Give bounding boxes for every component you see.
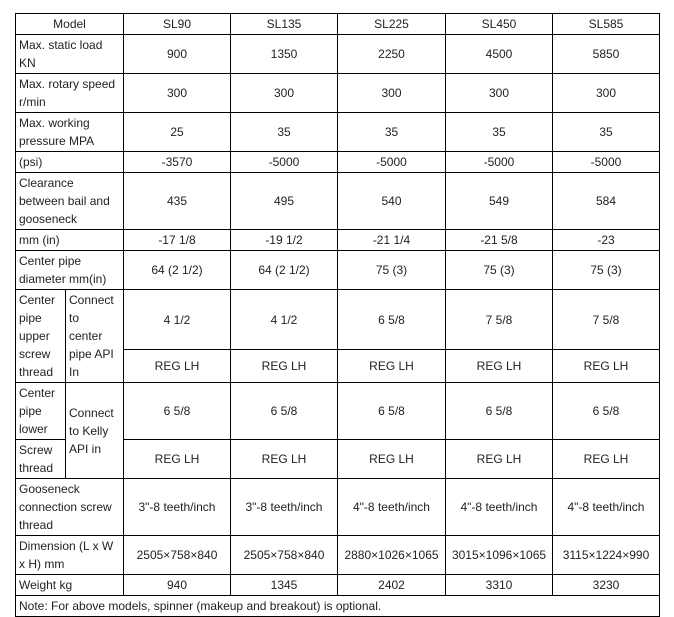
table-row (16, 35, 660, 74)
value-cell: -5000 (446, 152, 553, 173)
table-row (16, 383, 660, 440)
row-label-gooseneck_thread: Gooseneck connection screw thread (16, 479, 124, 536)
value-cell: 35 (446, 113, 553, 152)
value-cell: REG LH (446, 440, 553, 479)
value-cell: 300 (446, 74, 553, 113)
row-label-lower-c: Screw thread (16, 440, 66, 479)
value-cell: 584 (553, 173, 660, 230)
value-cell: 1350 (231, 35, 338, 74)
value-cell: 3"-8 teeth/inch (124, 479, 231, 536)
table-row (16, 14, 660, 35)
value-cell: 2505×758×840 (124, 536, 231, 575)
value-cell: -5000 (338, 152, 446, 173)
value-cell: 25 (124, 113, 231, 152)
value-cell: 300 (231, 74, 338, 113)
value-cell: 549 (446, 173, 553, 230)
value-cell: -17 1/8 (124, 230, 231, 251)
value-cell: 6 5/8 (338, 383, 446, 440)
value-cell: 35 (231, 113, 338, 152)
value-cell: -21 1/4 (338, 230, 446, 251)
value-cell: 2880×1026×1065 (338, 536, 446, 575)
value-cell: 4500 (446, 35, 553, 74)
value-cell: 35 (553, 113, 660, 152)
row-label-dimension: Dimension (L x W x H) mm (16, 536, 124, 575)
value-cell: REG LH (124, 350, 231, 383)
value-cell: 4 1/2 (231, 290, 338, 350)
value-cell: 5850 (553, 35, 660, 74)
value-cell: 4"-8 teeth/inch (446, 479, 553, 536)
spec-table (15, 13, 660, 617)
row-label-clearance_in: mm (in) (16, 230, 124, 251)
value-cell: 2505×758×840 (231, 536, 338, 575)
value-cell: 64 (2 1/2) (124, 251, 231, 290)
value-cell: -19 1/2 (231, 230, 338, 251)
value-cell: REG LH (553, 350, 660, 383)
header-model-name: SL135 (231, 14, 338, 35)
value-cell: -21 5/8 (446, 230, 553, 251)
value-cell: 7 5/8 (553, 290, 660, 350)
value-cell: -3570 (124, 152, 231, 173)
table-row (16, 575, 660, 596)
value-cell: 6 5/8 (124, 383, 231, 440)
value-cell: 940 (124, 575, 231, 596)
header-model-name: SL450 (446, 14, 553, 35)
table-row (16, 74, 660, 113)
value-cell: REG LH (124, 440, 231, 479)
table-row (16, 479, 660, 536)
row-label-lower-b: Connect to Kelly API in (66, 383, 124, 479)
value-cell: REG LH (231, 440, 338, 479)
value-cell: 3115×1224×990 (553, 536, 660, 575)
table-row (16, 173, 660, 230)
table-row (16, 596, 660, 617)
value-cell: REG LH (231, 350, 338, 383)
row-label-center_pipe_dia: Center pipe diameter mm(in) (16, 251, 124, 290)
value-cell: 4"-8 teeth/inch (553, 479, 660, 536)
row-label-working_pressure: Max. working pressure MPA (16, 113, 124, 152)
row-label-static_load: Max. static load KN (16, 35, 124, 74)
value-cell: 3310 (446, 575, 553, 596)
value-cell: -5000 (231, 152, 338, 173)
value-cell: 3"-8 teeth/inch (231, 479, 338, 536)
value-cell: REG LH (338, 350, 446, 383)
row-label-upper-b: Connect to center pipe API In (66, 290, 124, 383)
value-cell: 35 (338, 113, 446, 152)
header-model-name: SL225 (338, 14, 446, 35)
value-cell: 435 (124, 173, 231, 230)
value-cell: 75 (3) (338, 251, 446, 290)
value-cell: REG LH (553, 440, 660, 479)
row-label-clearance: Clearance between bail and gooseneck (16, 173, 124, 230)
table-row (16, 152, 660, 173)
value-cell: 900 (124, 35, 231, 74)
value-cell: 7 5/8 (446, 290, 553, 350)
value-cell: 2402 (338, 575, 446, 596)
value-cell: 3230 (553, 575, 660, 596)
value-cell: REG LH (446, 350, 553, 383)
value-cell: 6 5/8 (446, 383, 553, 440)
value-cell: 75 (3) (553, 251, 660, 290)
value-cell: 540 (338, 173, 446, 230)
value-cell: 1345 (231, 575, 338, 596)
value-cell: 495 (231, 173, 338, 230)
header-model-name: SL90 (124, 14, 231, 35)
table-row (16, 230, 660, 251)
value-cell: 300 (124, 74, 231, 113)
value-cell: 6 5/8 (231, 383, 338, 440)
table-row (16, 113, 660, 152)
value-cell: -23 (553, 230, 660, 251)
row-label-upper-a: Center pipe upper screw thread (16, 290, 66, 383)
row-label-rotary_speed: Max. rotary speed r/min (16, 74, 124, 113)
value-cell: 6 5/8 (553, 383, 660, 440)
value-cell: -5000 (553, 152, 660, 173)
value-cell: 2250 (338, 35, 446, 74)
value-cell: 75 (3) (446, 251, 553, 290)
header-model-name: SL585 (553, 14, 660, 35)
value-cell: 4 1/2 (124, 290, 231, 350)
row-label-weight: Weight kg (16, 575, 124, 596)
value-cell: 4"-8 teeth/inch (338, 479, 446, 536)
value-cell: 300 (338, 74, 446, 113)
value-cell: 3015×1096×1065 (446, 536, 553, 575)
header-model: Model (16, 14, 124, 35)
note-text: Note: For above models, spinner (makeup and breakout) is optional. (16, 596, 660, 617)
value-cell: 64 (2 1/2) (231, 251, 338, 290)
value-cell: REG LH (338, 440, 446, 479)
row-label-psi: (psi) (16, 152, 124, 173)
table-row (16, 536, 660, 575)
row-label-lower-a: Center pipe lower (16, 383, 66, 440)
table-row (16, 290, 660, 350)
value-cell: 300 (553, 74, 660, 113)
value-cell: 6 5/8 (338, 290, 446, 350)
table-row (16, 251, 660, 290)
